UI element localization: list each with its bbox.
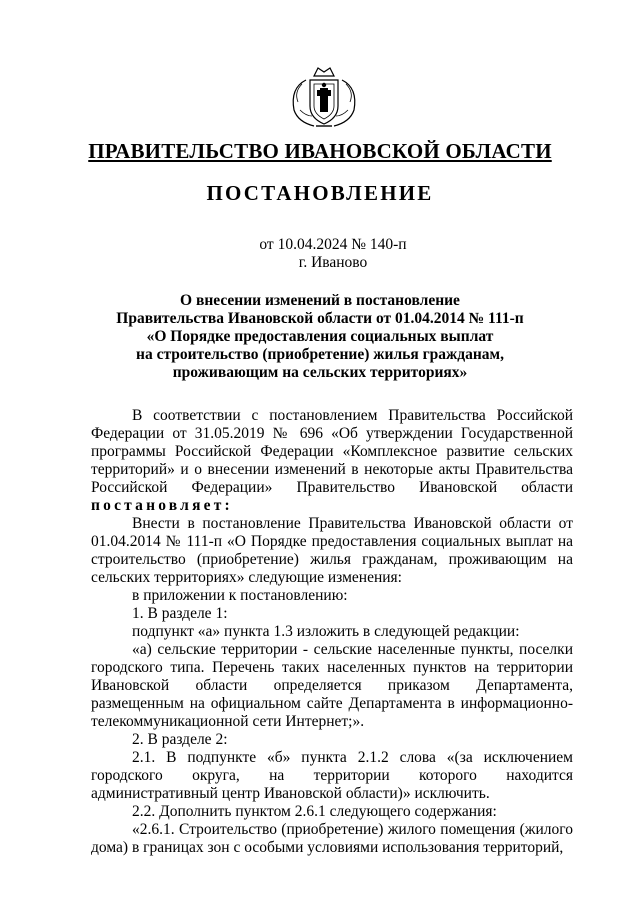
subject-line: проживающим на сельских территориях» — [172, 364, 468, 381]
intro-paragraph — [91, 407, 573, 515]
paragraph: в приложении к постановлению: — [132, 587, 348, 604]
paragraph: «2.6.1. Строительство (приобретение) жилого помещения (жилого дома) в границах зон с особыми условиями использования территорий, — [91, 821, 573, 856]
document-type: ПОСТАНОВЛЕНИЕ — [206, 181, 434, 205]
subject-line: на строительство (приобретение) жилья гражданам, — [136, 346, 504, 363]
coat-of-arms-emblem — [284, 62, 364, 132]
paragraph: «а) сельские территории - сельские населенные пункты, поселки городского типа. Перечень таких населенных пунктов на территории Ивановской области определяется приказом Департамента, размещенным на официальном сайте Департамента в информационно-телекоммуникационной сети Интернет;». — [91, 641, 573, 730]
paragraph: 2.2. Дополнить пунктом 2.6.1 следующего содержания: — [132, 803, 497, 820]
city: г. Иваново — [298, 254, 368, 271]
intro-text: В соответствии с постановлением Правительства Российской Федерации от 31.05.2019 № 696 «Об утверждении Государственной программы Российской Федерации «Комплексное развитие сельских территорий» и о внесении изменений в некоторые акты Правительства Российской Федерации» Правительство Ивановской области — [91, 407, 573, 496]
document-meta — [0, 236, 640, 272]
organization-title: ПРАВИТЕЛЬСТВО ИВАНОВСКОЙ ОБЛАСТИ — [88, 139, 552, 163]
subject-line: Правительства Ивановской области от 01.04.2014 № 111-п — [116, 310, 524, 327]
document-body — [91, 407, 573, 857]
paragraph: 2. В разделе 2: — [132, 731, 228, 748]
document-subject — [0, 292, 640, 382]
paragraph: подпункт «а» пункта 1.3 изложить в следующей редакции: — [132, 623, 520, 640]
decree-word: постановляет: — [91, 497, 233, 514]
paragraph: Внести в постановление Правительства Ивановской области от 01.04.2014 № 111-п «О Порядке предоставления социальных выплат на строительство (приобретение) жилья гражданам, проживающим на сельских территориях» следующие изменения: — [91, 515, 573, 586]
subject-line: «О Порядке предоставления социальных выплат — [146, 328, 494, 345]
paragraph: 2.1. В подпункте «б» пункта 2.1.2 слова «(за исключением городского округа, на территории которого находится административный центр Ивановской области)» исключить. — [91, 749, 573, 802]
subject-line: О внесении изменений в постановление — [180, 292, 460, 309]
date-number: от 10.04.2024 № 140-п — [259, 236, 407, 253]
paragraph: 1. В разделе 1: — [132, 605, 228, 622]
